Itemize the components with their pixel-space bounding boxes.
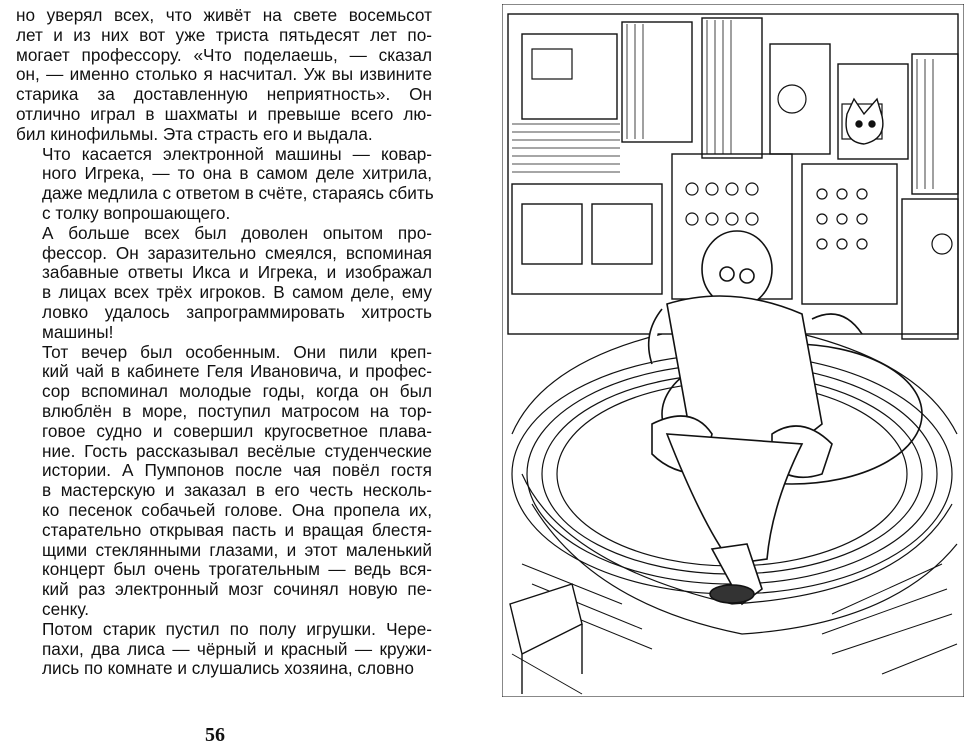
text-line: забавные ответы Икса и Игрека, и изображал — [42, 262, 432, 283]
text-line: Тот вечер был особенным. Они пили креп- — [42, 341, 432, 362]
text-line: но уверял всех, что живёт на свете восемьсот — [16, 5, 432, 25]
paragraph — [16, 6, 432, 145]
text-column — [16, 6, 432, 679]
text-line: говое судно и совершил кругосветное плава- — [42, 420, 432, 441]
text-line: ловко удалось запрограммировать хитрость — [42, 301, 432, 322]
text-line: А больше всех был доволен опытом про- — [42, 222, 432, 243]
text-line: сор вспоминал молодые годы, когда он был — [42, 381, 432, 402]
text-line: истории. А Пумпонов после чая повёл гостя — [42, 460, 432, 481]
text-line: ного Игрека, — то она в самом деле хитрила, — [42, 163, 432, 184]
text-line: в лицах всех трёх игроков. В самом деле, ему — [42, 282, 432, 303]
text-line: ние. Гость рассказывал весёлые студенческие — [42, 440, 432, 461]
text-line: кий раз электронный мозг сочинял новую пе- — [42, 579, 432, 600]
text-line: кий чай в кабинете Геля Ивановича, и профес- — [42, 361, 432, 382]
text-line: отлично играл в шахматы и превыше всего лю- — [16, 103, 432, 124]
text-line: даже медлила с ответом в счёте, стараясь сбить — [42, 183, 434, 204]
illustration-drawing — [502, 4, 964, 697]
text-line: бил кинофильмы. Эта страсть его и выдала. — [16, 123, 373, 144]
text-line: машины! — [42, 321, 114, 342]
text-line: лет и из них вот уже триста пятьдесят лет по- — [16, 24, 432, 45]
text-line: лись по комнате и слушались хозяина, словно — [42, 658, 414, 679]
paragraph — [16, 145, 432, 224]
text-line: сенку. — [42, 598, 90, 619]
text-line: фессор. Он заразительно смеялся, вспоминая — [42, 242, 432, 263]
page-number: 56 — [205, 724, 225, 746]
text-line: с толку вопрошающего. — [42, 202, 231, 223]
text-line: в мастерскую и заказал в его честь несколь- — [42, 480, 432, 501]
text-line: могает профессору. «Что поделаешь, — сказал — [16, 44, 432, 65]
text-line: Что касается электронной машины — ковар- — [42, 143, 432, 164]
text-line: концерт был очень трогательным — ведь вся- — [42, 559, 432, 580]
text-line: старательно открывая пасть и вращая блестя- — [42, 519, 432, 540]
illustration — [502, 4, 964, 697]
text-line: щими стеклянными глазами, и этот маленький — [42, 539, 432, 560]
paragraph — [16, 343, 432, 620]
text-line: Потом старик пустил по полу игрушки. Чере- — [42, 618, 432, 639]
text-line: он, — именно столько я насчитал. Уж вы извините — [16, 64, 432, 85]
text-line: старика за доставленную неприятность». Он — [16, 84, 432, 105]
text-line: влюблён в море, поступил матросом на тор- — [42, 400, 432, 421]
text-line: пахи, два лиса — чёрный и красный — кружи- — [42, 638, 432, 659]
paragraph — [16, 224, 432, 343]
paragraph — [16, 620, 432, 679]
text-line: ко песенок собачьей голове. Она пропела их, — [42, 499, 432, 520]
